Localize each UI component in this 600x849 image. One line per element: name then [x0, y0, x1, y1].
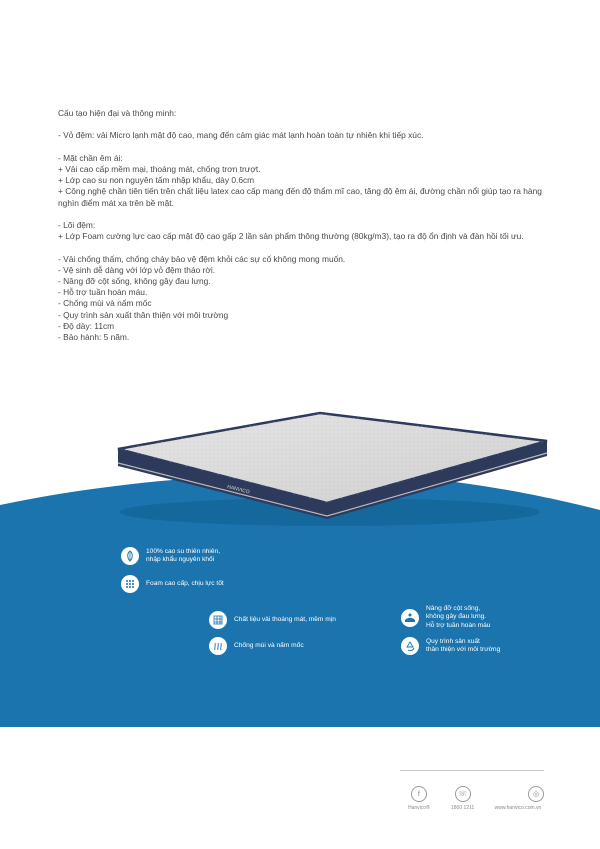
feature-foam — [121, 575, 224, 593]
footer-divider — [400, 770, 544, 771]
description-line: - Chống mùi và nấm mốc — [58, 298, 152, 309]
feature-text: Foam cao cấp, chịu lực tốt — [146, 579, 224, 587]
recycle-icon — [401, 637, 419, 655]
feature-spine-support — [401, 605, 490, 630]
footer-website-label: www.hanvico.com.vn — [494, 805, 542, 811]
description-line: - Lõi đệm: — [58, 219, 96, 230]
description-line: - Vỏ đệm: vải Micro lạnh mật độ cao, mang đến cảm giác mát lạnh hoàn toàn tự nhiên khi tiếp xúc. — [58, 130, 424, 141]
phone-icon[interactable]: ☏ — [455, 786, 471, 802]
spine-support-icon — [401, 609, 419, 627]
description-line: + Vải cao cấp mềm mại, thoáng mát, chống trơn trượt. — [58, 163, 261, 174]
footer-phone[interactable] — [451, 786, 474, 811]
foam-icon — [121, 575, 139, 593]
latex-icon — [121, 547, 139, 565]
footer-facebook-label: Hanvico® — [408, 805, 430, 811]
anti-odor-icon — [209, 637, 227, 655]
feature-anti-odor — [209, 637, 304, 655]
description-line: - Vệ sinh dễ dàng với lớp vỏ đệm tháo rời. — [58, 264, 216, 275]
mattress-brand-label: HANVICO — [226, 484, 251, 496]
description-line: + Lớp cao su non nguyên tấm nhập khẩu, dày 0.6cm — [58, 175, 255, 186]
description-line: - Vải chống thấm, chống cháy bảo vệ đệm khỏi các sự cố không mong muốn. — [58, 253, 346, 264]
facebook-icon[interactable]: f — [411, 786, 427, 802]
globe-icon[interactable]: ◎ — [528, 786, 544, 802]
description-line: Cấu tạo hiện đại và thông minh: — [58, 108, 177, 118]
footer-phone-label: 1800 1211 — [451, 805, 475, 811]
feature-latex — [121, 547, 220, 565]
footer-website[interactable] — [492, 786, 544, 811]
description-line: - Hỗ trợ tuần hoàn máu. — [58, 287, 148, 298]
description-line: + Lớp Foam cường lực cao cấp mật độ cao gấp 2 lần sản phẩm thông thường (80kg/m3), tạo ra độ ổn định và đàn hồi tối ưu. — [58, 231, 524, 242]
feature-text: Chất liệu vải thoáng mát, mềm mịn — [234, 615, 336, 623]
feature-recycle — [401, 637, 500, 655]
description-line: - Độ dày: 11cm — [58, 320, 115, 331]
feature-text: Nâng đỡ cột sống, không gây đau lưng. Hỗ trợ tuần hoàn máu — [426, 605, 491, 629]
description-line: - Bảo hành: 5 năm. — [58, 332, 130, 342]
description-line: - Nâng đỡ cột sống, không gây đau lưng. — [58, 275, 211, 286]
fabric-icon — [209, 611, 227, 629]
feature-fabric — [209, 611, 336, 629]
feature-text: Quy trình sản xuất thân thiện với môi trường — [426, 637, 501, 653]
description-line: - Mặt chần êm ái: — [58, 152, 123, 163]
feature-text: Chống mùi và nấm mốc — [234, 641, 304, 649]
description-line: - Quy trình sản xuất thân thiện với môi trường — [58, 309, 229, 320]
feature-text: 100% cao su thiên nhiên, nhập khẩu nguyên khối — [146, 547, 221, 563]
footer-facebook[interactable] — [408, 786, 430, 811]
description-line: + Công nghệ chần tiên tiến trên chất liệu latex cao cấp mang đến độ thẩm mĩ cao, tăng độ êm ái, đường chần nổi giúp tạo ra hàng nghìn điểm mát xa trên bề mặt. — [58, 186, 545, 208]
